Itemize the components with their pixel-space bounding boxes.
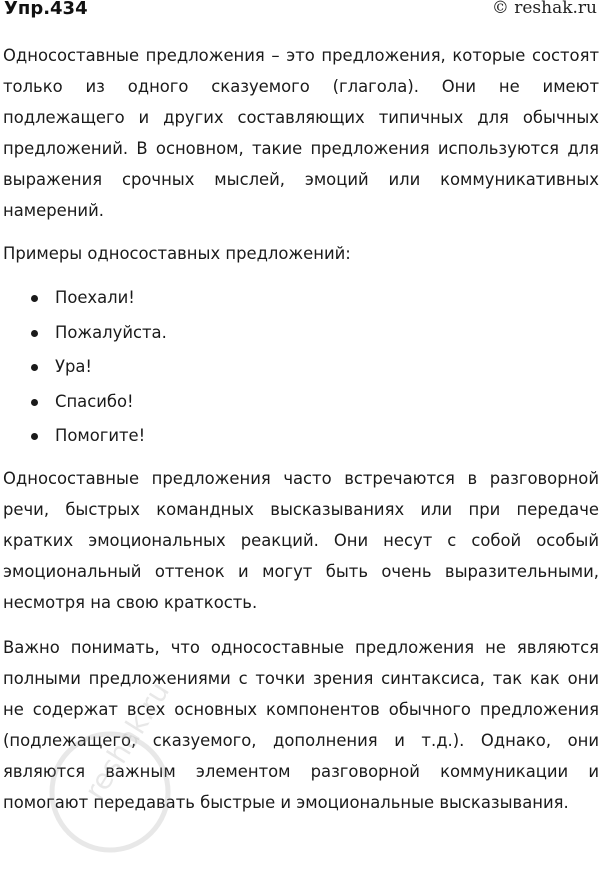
list-item: Помогите!: [31, 420, 599, 451]
list-item: Поехали!: [31, 282, 599, 313]
watermark-text: reshak.ru: [78, 676, 176, 806]
list-item: Спасибо!: [31, 386, 599, 417]
list-item: Пожалуйста.: [31, 317, 599, 348]
exercise-title: Упр.434: [4, 0, 88, 19]
copyright-label: © reshak.ru: [491, 0, 597, 18]
paragraph-definition: Односоставные предложения – это предложения, которые состоят только из одного сказуемого (глагола). Они не имеют подлежащего и других составляющих типичных для обычных предложений. В основном, такие предложения используются для выражения срочных мыслей, эмоций или коммуникативных намерений.: [3, 46, 599, 220]
paragraph-syntax: Важно понимать, что односоставные предложения не являются полными предложениями с точки зрения синтаксиса, так как они не содержат всех основных компонентов обычного предложения (подлежащего, сказуемого, дополнения и т.д.). Однако, они являются важным элементом разговорной коммуникации и помогают передавать быстрые и эмоциональные высказывания.: [3, 638, 599, 812]
examples-list: [3, 282, 599, 451]
list-item: Ура!: [31, 351, 599, 382]
paragraph-usage: Односоставные предложения часто встречаются в разговорной речи, быстрых командных высказываниях или при передаче кратких эмоциональных реакций. Они несут с собой особый эмоциональный оттенок и могут быть очень выразительными, несмотря на свою краткость.: [3, 469, 599, 612]
header: [3, 0, 599, 28]
paragraph-examples-intro: Примеры односоставных предложений:: [3, 244, 351, 263]
